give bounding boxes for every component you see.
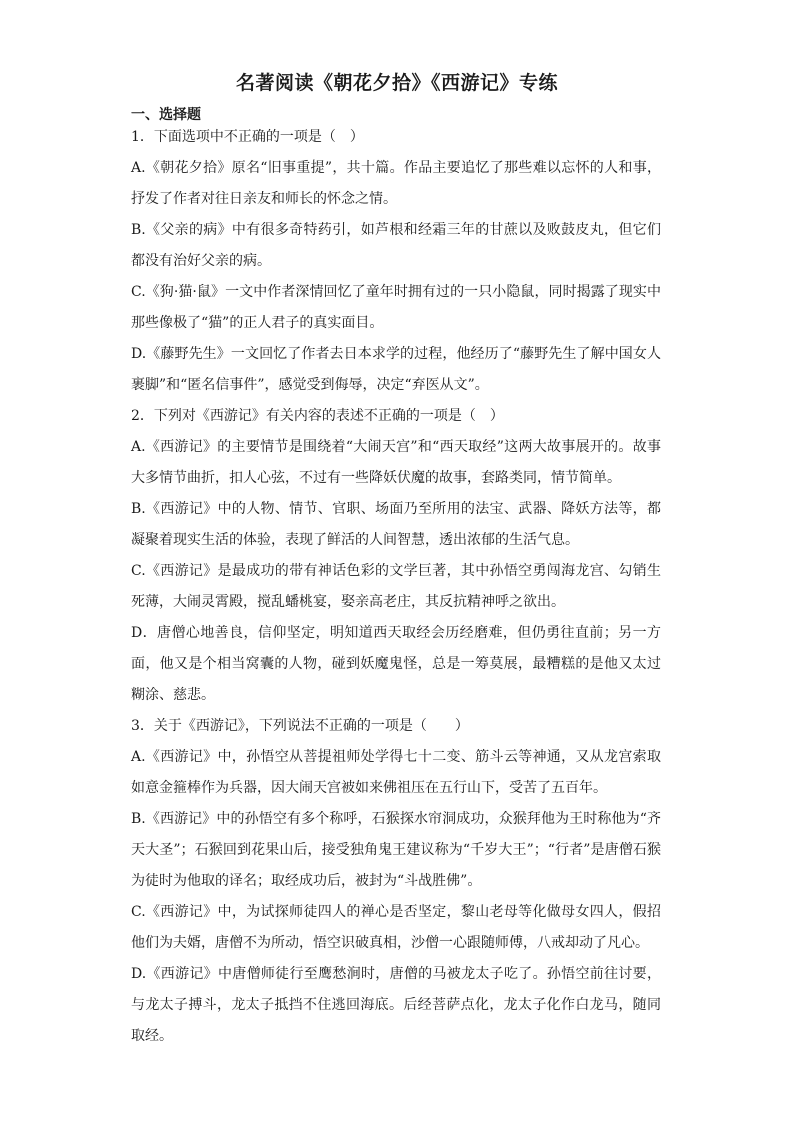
option-d: D.《西游记》中唐僧师徒行至鹰愁涧时，唐僧的马被龙太子吃了。孙悟空前往讨要，与龙太子搏斗，龙太子抵挡不住逃回海底。后经菩萨点化，龙太子化作白龙马，随同取经。 (131, 966, 661, 1044)
option-a: A.《西游记》中，孙悟空从菩提祖师处学得七十二变、筋斗云等神通，又从龙宫索取如意金箍棒作为兵器，因大闹天宫被如来佛祖压在五行山下，受苦了五百年。 (131, 749, 661, 796)
option-a: A.《西游记》的主要情节是围绕着“大闹天宫”和“西天取经”这两大故事展开的。故事大多情节曲折，扣人心弦，不过有一些降妖伏魔的故事，套路类同，情节简单。 (131, 439, 661, 486)
question-2 (131, 401, 661, 711)
option-d: D．唐僧心地善良，信仰坚定，明知道西天取经会历经磨难，但仍勇往直前；另一方面，他又是个相当窝囊的人物，碰到妖魔鬼怪，总是一筹莫展，最糟糕的是他又太过糊涂、慈悲。 (131, 625, 661, 703)
option-d: D.《藤野先生》一文回忆了作者去日本求学的过程，他经历了“藤野先生了解中国女人裹脚”和“匿名信事件”，感觉受到侮辱，决定“弃医从文”。 (131, 346, 661, 393)
option-c: C.《西游记》中，为试探师徒四人的禅心是否坚定，黎山老母等化做母女四人，假招他们为夫婿，唐僧不为所动，悟空识破真相，沙僧一心跟随师傅，八戒却动了凡心。 (131, 904, 661, 951)
question-stem: 2．下列对《西游记》有关内容的表述不正确的一项是（ ） (131, 408, 504, 424)
option-b: B.《西游记》中的孙悟空有多个称呼，石猴探水帘洞成功，众猴拜他为王时称他为“齐天大圣”；石猴回到花果山后，接受独角鬼王建议称为“千岁大王”；“行者”是唐僧石猴为徒时为他取的译名；取经成功后，被封为“斗战胜佛”。 (131, 811, 661, 889)
option-b: B.《西游记》中的人物、情节、官职、场面乃至所用的法宝、武器、降妖方法等，都凝聚着现实生活的体验，表现了鲜活的人间智慧，透出浓郁的生活气息。 (131, 501, 661, 548)
question-1 (131, 122, 661, 401)
question-stem: 3．关于《西游记》，下列说法不正确的一项是（ ） (131, 718, 469, 734)
question-list (131, 122, 661, 1052)
option-a: A.《朝花夕拾》原名“旧事重提”，共十篇。作品主要追忆了那些难以忘怀的人和事，抒发了作者对往日亲友和师长的怀念之情。 (131, 160, 661, 207)
section-heading: 一、选择题 (131, 107, 201, 123)
option-c: C.《狗·猫·鼠》一文中作者深情回忆了童年时拥有过的一只小隐鼠，同时揭露了现实中那些像极了“猫”的正人君子的真实面目。 (131, 284, 661, 331)
question-stem: 1．下面选项中不正确的一项是（ ） (131, 129, 364, 145)
option-b: B.《父亲的病》中有很多奇特药引，如芦根和经霜三年的甘蔗以及败鼓皮丸，但它们都没有治好父亲的病。 (131, 222, 661, 269)
option-c: C.《西游记》是最成功的带有神话色彩的文学巨著，其中孙悟空勇闯海龙宫、勾销生死薄，大闹灵霄殿，搅乱蟠桃宴，娶亲高老庄，其反抗精神呼之欲出。 (131, 563, 661, 610)
page-title: 名著阅读《朝花夕拾》《西游记》专练 (235, 72, 558, 94)
question-3 (131, 711, 661, 1052)
